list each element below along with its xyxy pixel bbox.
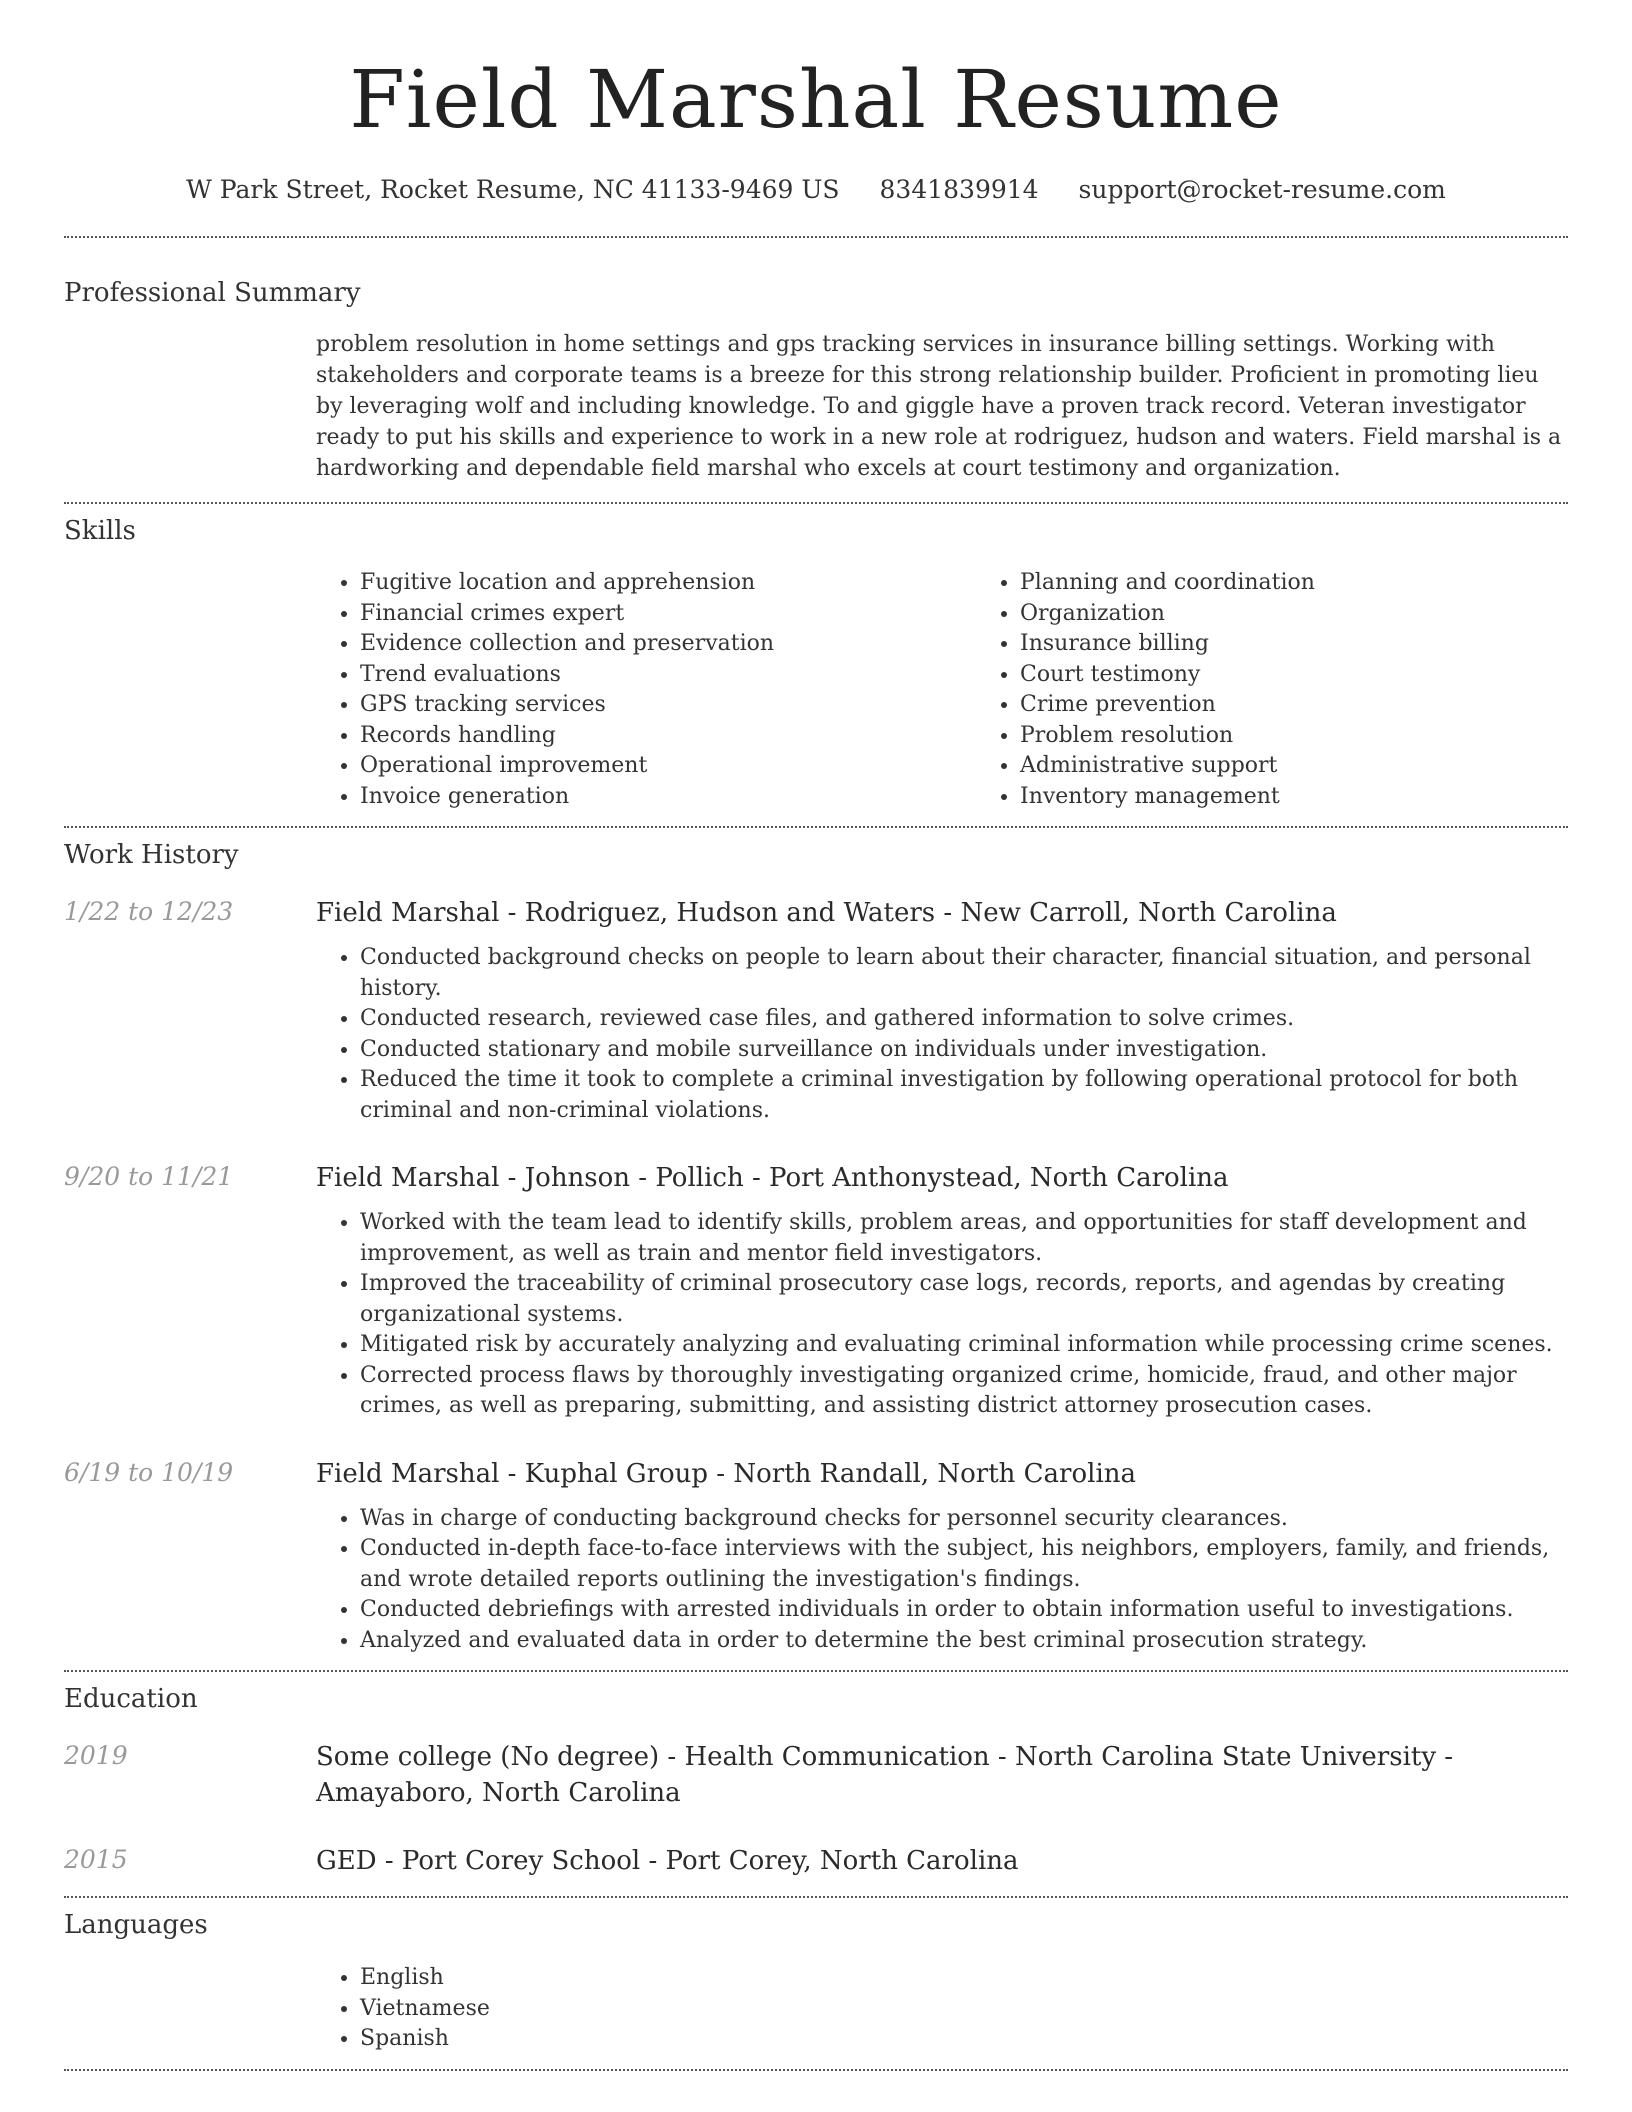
phone: 8341839914 [879, 175, 1039, 204]
job-dates: 9/20 to 11/21 [64, 1162, 234, 1191]
contact-line [64, 174, 1568, 206]
section-title-languages: Languages [64, 1910, 208, 1940]
section-title-work: Work History [64, 840, 239, 870]
skills-list-right [976, 568, 1632, 812]
job-title: Field Marshal - Kuphal Group - North Randall, North Carolina [316, 1458, 1137, 1489]
job-entry [64, 1456, 1568, 1657]
divider [64, 2069, 1568, 2071]
skill-item: • GPS tracking services [360, 690, 976, 721]
skill-item: • Insurance billing [1020, 629, 1632, 660]
skill-item: • Inventory management [1020, 782, 1632, 813]
job-title: Field Marshal - Johnson - Pollich - Port Anthonystead, North Carolina [316, 1163, 1229, 1193]
education-entry [64, 1739, 1568, 1811]
list-item: • Conducted research, reviewed case files, and gathered information to solve crimes. [360, 1004, 1568, 1035]
divider [64, 1670, 1568, 1672]
job-bullets [316, 943, 1568, 1126]
list-item: • Analyzed and evaluated data in order to determine the best criminal prosecution strategy. [360, 1626, 1568, 1657]
skill-item: • Invoice generation [360, 782, 976, 813]
email: support@rocket-resume.com [1078, 175, 1446, 204]
work-section [64, 838, 1568, 1656]
skill-item: • Crime prevention [1020, 690, 1632, 721]
skill-item: • Court testimony [1020, 660, 1632, 691]
list-item: • Spanish [360, 2024, 1568, 2055]
address: W Park Street, Rocket Resume, NC 41133-9469 US [186, 175, 840, 204]
skill-item: • Trend evaluations [360, 660, 976, 691]
section-title-summary: Professional Summary [64, 278, 361, 308]
education-entry [64, 1843, 1568, 1879]
skill-item: • Financial crimes expert [360, 599, 976, 630]
section-title-skills: Skills [64, 516, 136, 546]
education-year: 2019 [64, 1741, 128, 1770]
job-bullets [316, 1504, 1568, 1657]
list-item: • Mitigated risk by accurately analyzing and evaluating criminal information while processing crime scenes. [360, 1330, 1568, 1361]
job-title: Field Marshal - Rodriguez, Hudson and Waters - New Carroll, North Carolina [316, 898, 1337, 928]
section-title-education: Education [64, 1684, 198, 1714]
list-item: • Vietnamese [360, 1994, 1568, 2025]
skill-item: • Fugitive location and apprehension [360, 568, 976, 599]
list-item: • English [360, 1963, 1568, 1994]
job-bullets [316, 1208, 1568, 1422]
list-item: • Improved the traceability of criminal prosecutory case logs, records, reports, and agendas by creating organizational systems. [360, 1269, 1568, 1330]
skill-item: • Problem resolution [1020, 721, 1632, 752]
skill-item: • Operational improvement [360, 751, 976, 782]
list-item: • Conducted debriefings with arrested individuals in order to obtain information useful to investigations. [360, 1595, 1568, 1626]
education-year: 2015 [64, 1845, 128, 1874]
list-item: • Conducted stationary and mobile surveillance on individuals under investigation. [360, 1035, 1568, 1066]
list-item: • Conducted background checks on people to learn about their character, financial situation, and personal history. [360, 943, 1568, 1004]
list-item: • Reduced the time it took to complete a criminal investigation by following operational protocol for both criminal and non-criminal violations. [360, 1065, 1568, 1126]
list-item: • Conducted in-depth face-to-face interviews with the subject, his neighbors, employers, family, and friends, and wrote detailed reports outlining the investigation's findings. [360, 1534, 1568, 1595]
skill-item: • Records handling [360, 721, 976, 752]
divider [64, 236, 1568, 238]
skill-item: • Organization [1020, 599, 1632, 630]
skills-list-left [316, 568, 976, 812]
skill-item: • Administrative support [1020, 751, 1632, 782]
languages-section [64, 1908, 1568, 2055]
skill-item: • Evidence collection and preservation [360, 629, 976, 660]
job-dates: 6/19 to 10/19 [64, 1457, 234, 1487]
languages-list [316, 1963, 1568, 2055]
summary-text: problem resolution in home settings and gps tracking services in insurance billing settings. Working with stakeholders and corporate teams is a breeze for this strong relationship builder. Proficient in promoting lieu by leveraging wolf and including knowledge. To and giggle have a proven track record. Veteran investigator ready to put his skills and experience to work in a new role at rodriguez, hudson and waters. Field marshal is a hardworking and dependable field marshal who excels at court testimony and organization. [316, 332, 1562, 481]
education-text: GED - Port Corey School - Port Corey, North Carolina [316, 1846, 1019, 1876]
education-section [64, 1682, 1568, 1879]
divider [64, 826, 1568, 828]
job-entry [64, 895, 1568, 1126]
list-item: • Worked with the team lead to identify skills, problem areas, and opportunities for staff development and improvement, as well as train and mentor field investigators. [360, 1208, 1568, 1269]
divider [64, 1896, 1568, 1898]
summary-section [64, 276, 1568, 484]
education-text: Some college (No degree) - Health Communication - North Carolina State University - Amayaboro, North Carolina [316, 1742, 1454, 1808]
divider [64, 502, 1568, 504]
skills-section [64, 514, 1568, 812]
job-entry [64, 1160, 1568, 1422]
list-item: • Was in charge of conducting background checks for personnel security clearances. [360, 1504, 1568, 1535]
list-item: • Corrected process flaws by thoroughly investigating organized crime, homicide, fraud, and other major crimes, as well as preparing, submitting, and assisting district attorney prosecution cases. [360, 1361, 1568, 1422]
skill-item: • Planning and coordination [1020, 568, 1632, 599]
job-dates: 1/22 to 12/23 [64, 897, 234, 926]
resume-title: Field Marshal Resume [349, 53, 1283, 146]
